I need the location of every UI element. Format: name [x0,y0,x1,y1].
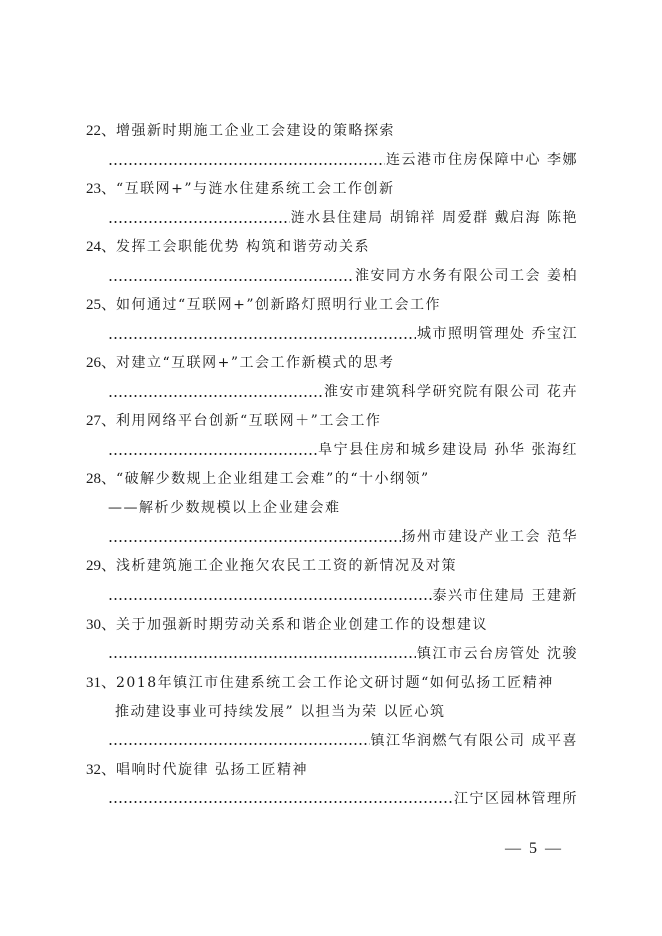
toc-entry [86,291,578,349]
entry-number: 25、 [86,297,117,314]
entry-title: 唱响时代旋律 弘扬工匠精神 [116,761,308,778]
table-of-contents [86,117,578,814]
entry-title-line [86,233,578,262]
entry-author: 泰兴市住建局 王建新 [432,587,578,604]
entry-author: 淮安市建筑科学研究院有限公司 花卉 [324,384,578,401]
entry-title: “互联网+”与涟水住建系统工会工作创新 [116,181,395,198]
entry-author: 镇江华润燃气有限公司 成平喜 [370,732,578,749]
entry-title-line [86,349,578,378]
entry-title-line [86,175,578,204]
dot-leader [108,162,385,166]
entry-title: 推动建设事业可持续发展” 以担当为荣 以匠心筑 [115,703,446,720]
entry-leader-line [86,378,578,407]
dot-leader [108,336,416,340]
page-number: — 5 — [505,840,563,857]
entry-leader-line [86,262,578,291]
entry-author: 扬州市建设产业工会 范华 [401,529,578,546]
entry-author: 连云港市住房保障中心 李娜 [386,152,578,169]
entry-author: 阜宁县住房和城乡建设局 孙华 张海红 [318,442,578,459]
toc-entry [86,175,578,233]
entry-number: 23、 [86,181,117,198]
dot-leader [108,452,317,456]
entry-title-line [86,552,578,581]
entry-leader-line [86,320,578,349]
entry-title: 如何通过“互联网+”创新路灯照明行业工会工作 [116,297,442,314]
entry-title: 2018年镇江市住建系统工会工作论文研讨题“如何弘扬工匠精神 [116,674,554,691]
entry-number: 24、 [86,239,117,256]
entry-number: 30、 [86,616,117,633]
dot-leader [108,220,290,224]
entry-title-line [86,698,578,727]
toc-entry [86,407,578,465]
entry-number: 32、 [86,761,117,778]
entry-number: 28、 [86,471,117,488]
entry-title-line [86,669,578,698]
entry-author: 城市照明管理处 乔宝江 [417,326,578,343]
entry-leader-line [86,582,578,611]
entry-author: 江宁区园林管理所 [454,790,578,807]
toc-entry [86,669,578,756]
entry-title: 增强新时期施工企业工会建设的策略探索 [116,123,396,139]
dot-leader [108,800,453,804]
entry-title: 发挥工会职能优势 构筑和谐劳动关系 [116,239,370,256]
entry-title: 对建立“互联网+”工会工作新模式的思考 [116,355,395,372]
entry-title-line [86,756,578,785]
entry-author: 淮安同方水务有限公司工会 姜柏 [355,268,578,285]
toc-entry [86,117,578,175]
entry-leader-line [86,146,578,175]
toc-entry [86,552,578,610]
entry-leader-line [86,204,578,233]
dot-leader [108,278,354,282]
toc-entry [86,465,578,552]
toc-entry [86,349,578,407]
entry-leader-line [86,727,578,756]
entry-title: 关于加强新时期劳动关系和谐企业创建工作的设想建议 [116,616,489,633]
entry-leader-line [86,640,578,669]
toc-entry [86,611,578,669]
entry-title: “破解少数规上企业组建工会难”的“十小纲领” [116,471,430,488]
entry-title: 利用网络平台创新“互联网＋”工会工作 [116,413,382,430]
entry-leader-line [86,436,578,465]
entry-author: 涟水县住建局 胡锦祥 周爱群 戴启海 陈艳 [290,210,578,227]
entry-subtitle: ——解析少数规模以上企业建会难 [108,500,341,517]
entry-leader-line [86,523,578,552]
dot-leader [108,539,401,543]
entry-title: 浅析建筑施工企业拖欠农民工工资的新情况及对策 [116,558,458,575]
entry-title-line [86,117,578,146]
toc-entry [86,756,578,814]
entry-author: 镇江市云台房管处 沈骏 [417,645,578,662]
dot-leader [108,655,416,659]
entry-leader-line [86,785,578,814]
entry-number: 31、 [86,674,117,691]
entry-title-line [86,611,578,640]
dot-leader [108,742,370,746]
toc-entry [86,233,578,291]
entry-title-line [86,465,578,494]
entry-number: 26、 [86,355,117,372]
dot-leader [108,394,323,398]
dot-leader [108,597,432,601]
entry-number: 22、 [86,123,117,139]
entry-title-line [86,407,578,436]
entry-number: 29、 [86,558,117,575]
entry-title-line [86,291,578,320]
entry-number: 27、 [86,413,117,430]
